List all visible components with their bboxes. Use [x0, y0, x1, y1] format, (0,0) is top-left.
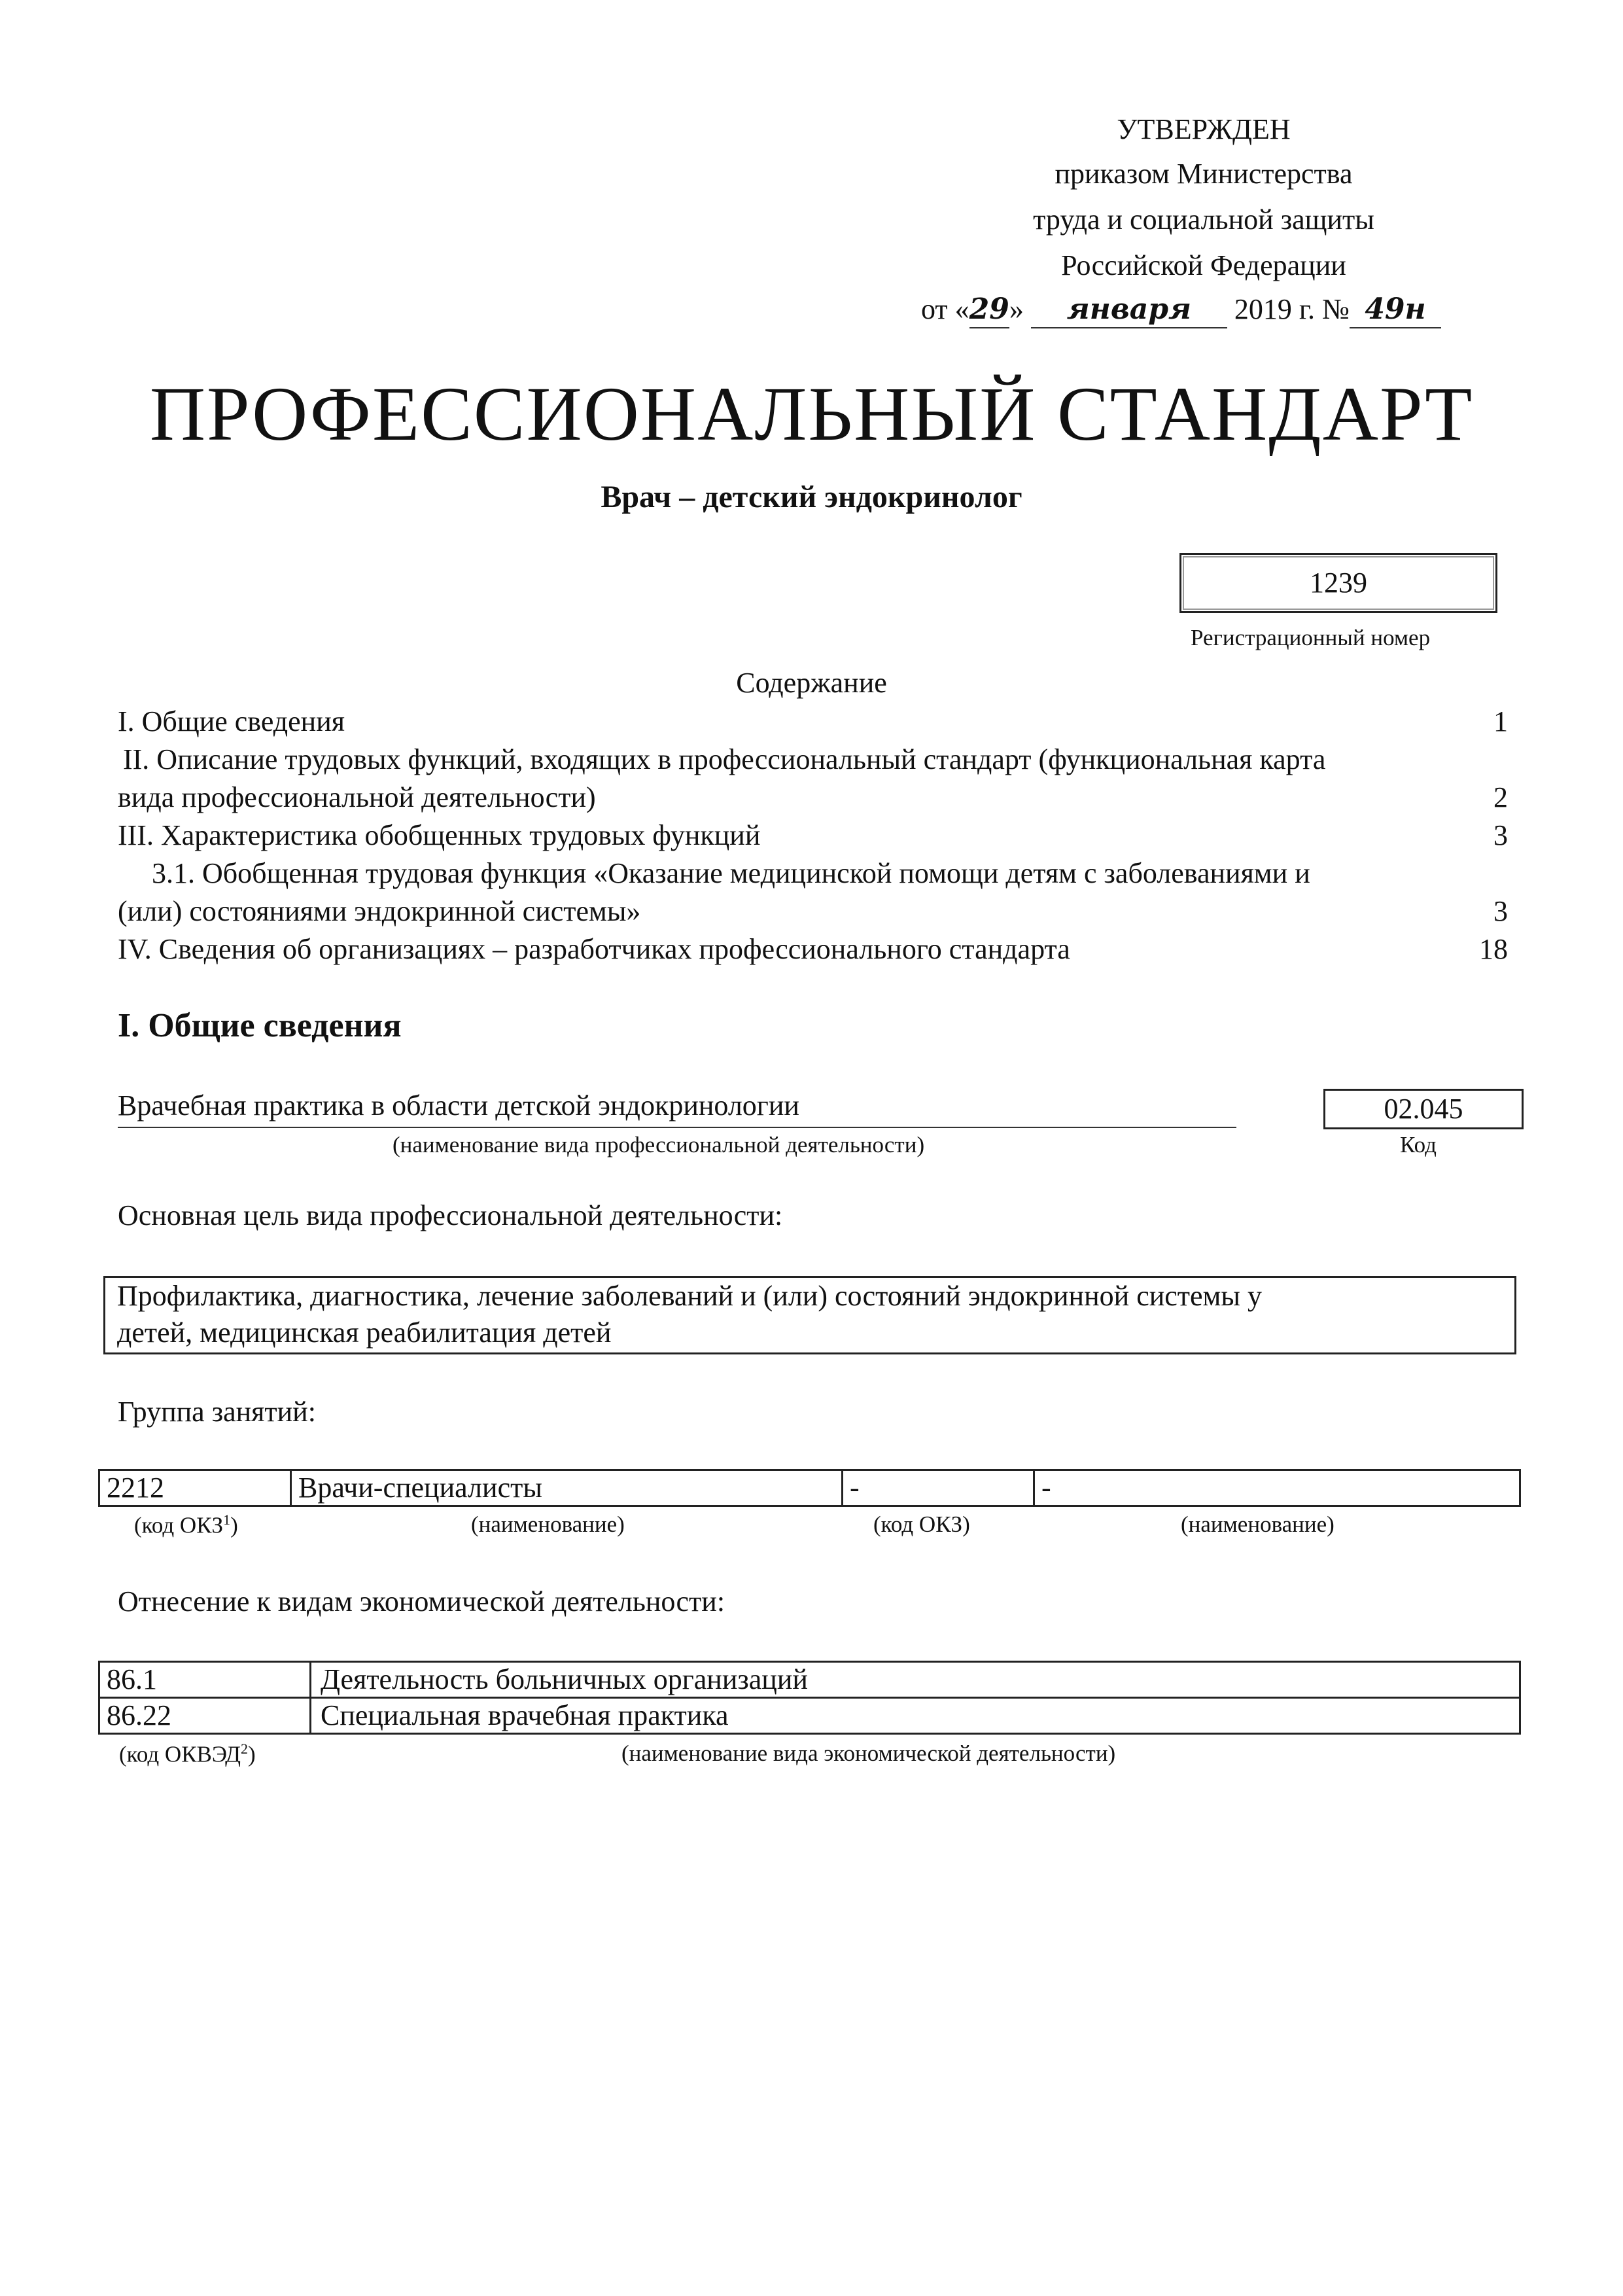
okz-code-cell-2: - [843, 1470, 1034, 1506]
toc-item-text: (или) состояниями эндокринной системы» [118, 895, 641, 927]
group-label: Группа занятий: [118, 1396, 316, 1428]
okved-name-caption: (наименование вида экономической деятельности) [621, 1740, 1116, 1766]
toc-item-page: 1 [1493, 705, 1508, 737]
okved-code-cell: 86.22 [99, 1698, 311, 1734]
order-number: 49н [1350, 291, 1441, 328]
toc-item [118, 703, 1508, 741]
toc-item-text: I. Общие сведения [118, 705, 345, 737]
date-month: января [1031, 291, 1227, 328]
page-subtitle: Врач – детский эндокринолог [601, 480, 1022, 514]
code-caption: Код [1400, 1132, 1437, 1157]
goal-text-line-1: Профилактика, диагностика, лечение заболеваний и (или) состояний эндокринной системы у [117, 1280, 1262, 1312]
registration-number-box: 1239 [1179, 553, 1497, 613]
toc-item-text: III. Характеристика обобщенных трудовых функций [118, 819, 761, 851]
okz-code-caption-text: (код ОКЗ [134, 1512, 224, 1538]
okz-code-caption-close: ) [230, 1512, 238, 1538]
table-row [99, 1698, 1520, 1734]
page-title: ПРОФЕССИОНАЛЬНЫЙ СТАНДАРТ [149, 371, 1474, 457]
okz-name-caption: (наименование) [471, 1511, 625, 1537]
okz-code-caption [134, 1511, 238, 1539]
okz-name-caption-2: (наименование) [1181, 1511, 1335, 1537]
toc-item-text: 3.1. Обобщенная трудовая функция «Оказание медицинской помощи детям с заболеваниями и [152, 857, 1310, 889]
toc-item-page: 18 [1479, 933, 1508, 965]
activity-name-field [118, 1087, 1236, 1128]
okz-code-cell: 2212 [99, 1470, 291, 1506]
okved-code-caption-text: (код ОКВЭД [119, 1741, 241, 1767]
okved-name-cell: Специальная врачебная практика [311, 1698, 1520, 1734]
date-day: 29 [969, 291, 1009, 328]
toc-item [118, 892, 1508, 930]
approval-block [903, 111, 1505, 293]
toc-item [152, 855, 1508, 892]
toc-item-page: 2 [1493, 781, 1508, 813]
approval-title: УТВЕРЖДЕН [1117, 113, 1291, 145]
approval-line-3: труда и социальной защиты [1033, 203, 1374, 236]
section-heading: I. Общие сведения [118, 1007, 402, 1044]
goal-label: Основная цель вида профессиональной деятельности: [118, 1199, 783, 1231]
okved-code-caption-close: ) [247, 1741, 256, 1767]
economic-activity-table [98, 1661, 1521, 1735]
footnote-2-mark: 2 [240, 1740, 248, 1757]
footnote-1-mark: 1 [223, 1511, 231, 1528]
toc-item [118, 779, 1508, 817]
toc-item [118, 930, 1508, 968]
occupation-group-table [98, 1469, 1521, 1507]
okz-name-cell-2: - [1034, 1470, 1520, 1506]
toc-item-text: II. Описание трудовых функций, входящих в профессиональный стандарт (функциональная карта [123, 743, 1326, 775]
activity-code-box [1323, 1089, 1524, 1129]
toc-item [118, 817, 1508, 855]
approval-line-2: приказом Министерства [1055, 158, 1353, 190]
activity-caption: (наименование вида профессиональной деятельности) [393, 1132, 925, 1157]
econ-label: Отнесение к видам экономической деятельности: [118, 1585, 725, 1617]
okz-name-cell: Врачи-специалисты [291, 1470, 843, 1506]
date-prefix: от « [921, 293, 969, 325]
registration-caption: Регистрационный номер [1191, 625, 1431, 650]
approval-date-line [921, 291, 1441, 328]
okved-code-caption [119, 1740, 256, 1768]
table-row [99, 1470, 1520, 1506]
okved-code-cell: 86.1 [99, 1662, 311, 1698]
toc-item-page: 3 [1493, 895, 1508, 927]
toc-item-page: 3 [1493, 819, 1508, 851]
okved-name-cell: Деятельность больничных организаций [311, 1662, 1520, 1698]
activity-code: 02.045 [1384, 1093, 1463, 1125]
goal-box [103, 1276, 1516, 1354]
goal-text-line-2: детей, медицинская реабилитация детей [117, 1316, 612, 1349]
approval-line-4: Российской Федерации [1061, 249, 1346, 281]
activity-name: Врачебная практика в области детской эндокринологии [118, 1089, 799, 1122]
date-mid: » [1009, 293, 1024, 325]
toc-item [123, 741, 1513, 779]
okz-code-caption-2: (код ОКЗ) [873, 1511, 970, 1537]
toc-item-text: вида профессиональной деятельности) [118, 781, 596, 813]
table-row [99, 1662, 1520, 1698]
toc-item-text: IV. Сведения об организациях – разработчиках профессионального стандарта [118, 933, 1070, 965]
toc-heading: Содержание [736, 667, 887, 699]
date-year: 2019 г. № [1234, 293, 1350, 325]
